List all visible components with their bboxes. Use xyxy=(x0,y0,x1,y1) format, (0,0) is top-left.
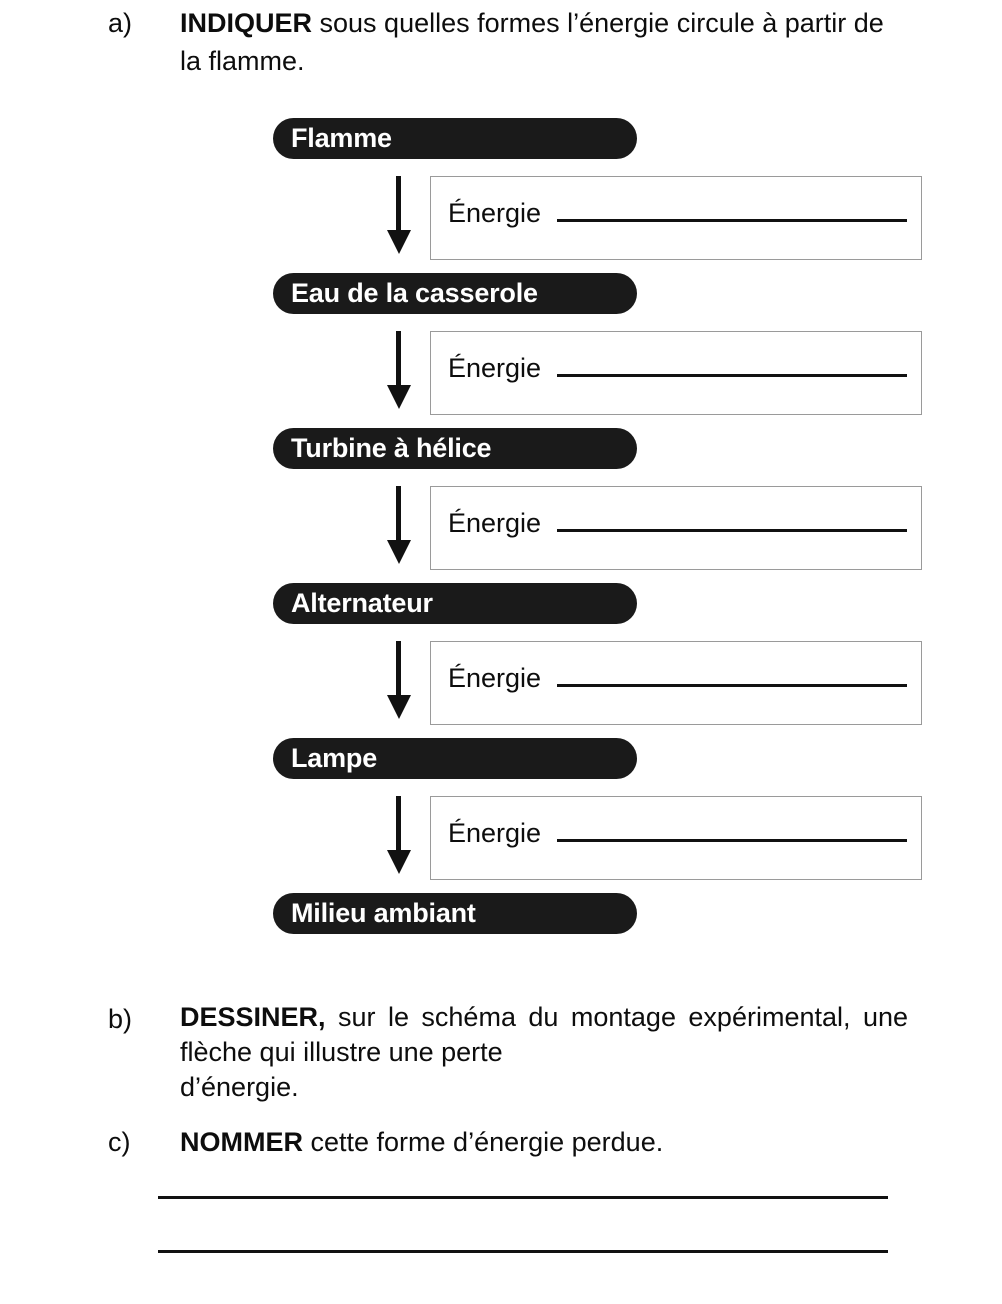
question-a-body: sous quelles formes l’énergie circule à partir de la flamme. xyxy=(180,8,884,76)
arrow-head xyxy=(387,540,411,564)
energy-answer-inner xyxy=(448,352,907,383)
arrow-head xyxy=(387,385,411,409)
energy-blank-field-4[interactable] xyxy=(557,662,907,687)
energy-chain-diagram xyxy=(0,118,1002,937)
energy-answer-inner xyxy=(448,662,907,693)
energy-label: Énergie xyxy=(448,508,542,538)
stage-pill-milieu-ambiant: Milieu ambiant xyxy=(273,893,637,934)
energy-blank-field-5[interactable] xyxy=(557,817,907,842)
down-arrow-icon xyxy=(387,486,411,564)
question-b-text xyxy=(180,1000,908,1105)
question-b-marker: b) xyxy=(108,1004,133,1034)
energy-label: Énergie xyxy=(448,353,542,383)
answer-lines xyxy=(158,1196,888,1304)
question-c-body: cette forme d’énergie perdue. xyxy=(303,1127,664,1157)
question-b xyxy=(108,1000,908,1105)
energy-answer-inner xyxy=(448,197,907,228)
question-b-emphasis: DESSINER, xyxy=(180,1002,326,1032)
stage-pill-turbine-a-helice: Turbine à hélice xyxy=(273,428,637,469)
arrow-shaft xyxy=(396,796,401,856)
chain-row xyxy=(0,738,1002,893)
arrow-head xyxy=(387,230,411,254)
question-c-emphasis: NOMMER xyxy=(180,1127,303,1157)
energy-answer-box-5[interactable] xyxy=(430,796,922,880)
energy-answer-box-2[interactable] xyxy=(430,331,922,415)
chain-row xyxy=(0,273,1002,428)
question-c xyxy=(108,1123,908,1161)
down-arrow-icon xyxy=(387,176,411,254)
arrow-shaft xyxy=(396,486,401,546)
question-a-emphasis: INDIQUER xyxy=(180,8,313,38)
energy-blank-field-2[interactable] xyxy=(557,352,907,377)
energy-answer-box-4[interactable] xyxy=(430,641,922,725)
arrow-head xyxy=(387,850,411,874)
energy-answer-inner xyxy=(448,507,907,538)
stage-pill-lampe: Lampe xyxy=(273,738,637,779)
energy-label: Énergie xyxy=(448,818,542,848)
energy-answer-inner xyxy=(448,817,907,848)
question-a-text xyxy=(180,4,908,80)
energy-answer-box-1[interactable] xyxy=(430,176,922,260)
question-c-text xyxy=(180,1123,908,1161)
stage-pill-alternateur: Alternateur xyxy=(273,583,637,624)
energy-label: Énergie xyxy=(448,198,542,228)
arrow-shaft xyxy=(396,176,401,236)
answer-line-1[interactable] xyxy=(158,1196,888,1199)
stage-pill-flamme: Flamme xyxy=(273,118,637,159)
arrow-shaft xyxy=(396,331,401,391)
chain-row xyxy=(0,118,1002,273)
stage-pill-eau-de-la-casserole: Eau de la casserole xyxy=(273,273,637,314)
question-b-last-line: d’énergie. xyxy=(180,1072,299,1102)
answer-line-2[interactable] xyxy=(158,1250,888,1253)
down-arrow-icon xyxy=(387,331,411,409)
arrow-shaft xyxy=(396,641,401,701)
energy-answer-box-3[interactable] xyxy=(430,486,922,570)
energy-blank-field-1[interactable] xyxy=(557,197,907,222)
chain-row xyxy=(0,893,1002,937)
question-a xyxy=(108,4,908,80)
chain-row xyxy=(0,428,1002,583)
question-a-marker: a) xyxy=(108,8,133,38)
down-arrow-icon xyxy=(387,796,411,874)
energy-blank-field-3[interactable] xyxy=(557,507,907,532)
question-b-body: sur le schéma du montage expérimental, une flèche qui illustre une perte xyxy=(180,1002,908,1067)
down-arrow-icon xyxy=(387,641,411,719)
energy-label: Énergie xyxy=(448,663,542,693)
arrow-head xyxy=(387,695,411,719)
chain-row xyxy=(0,583,1002,738)
question-c-marker: c) xyxy=(108,1127,131,1157)
